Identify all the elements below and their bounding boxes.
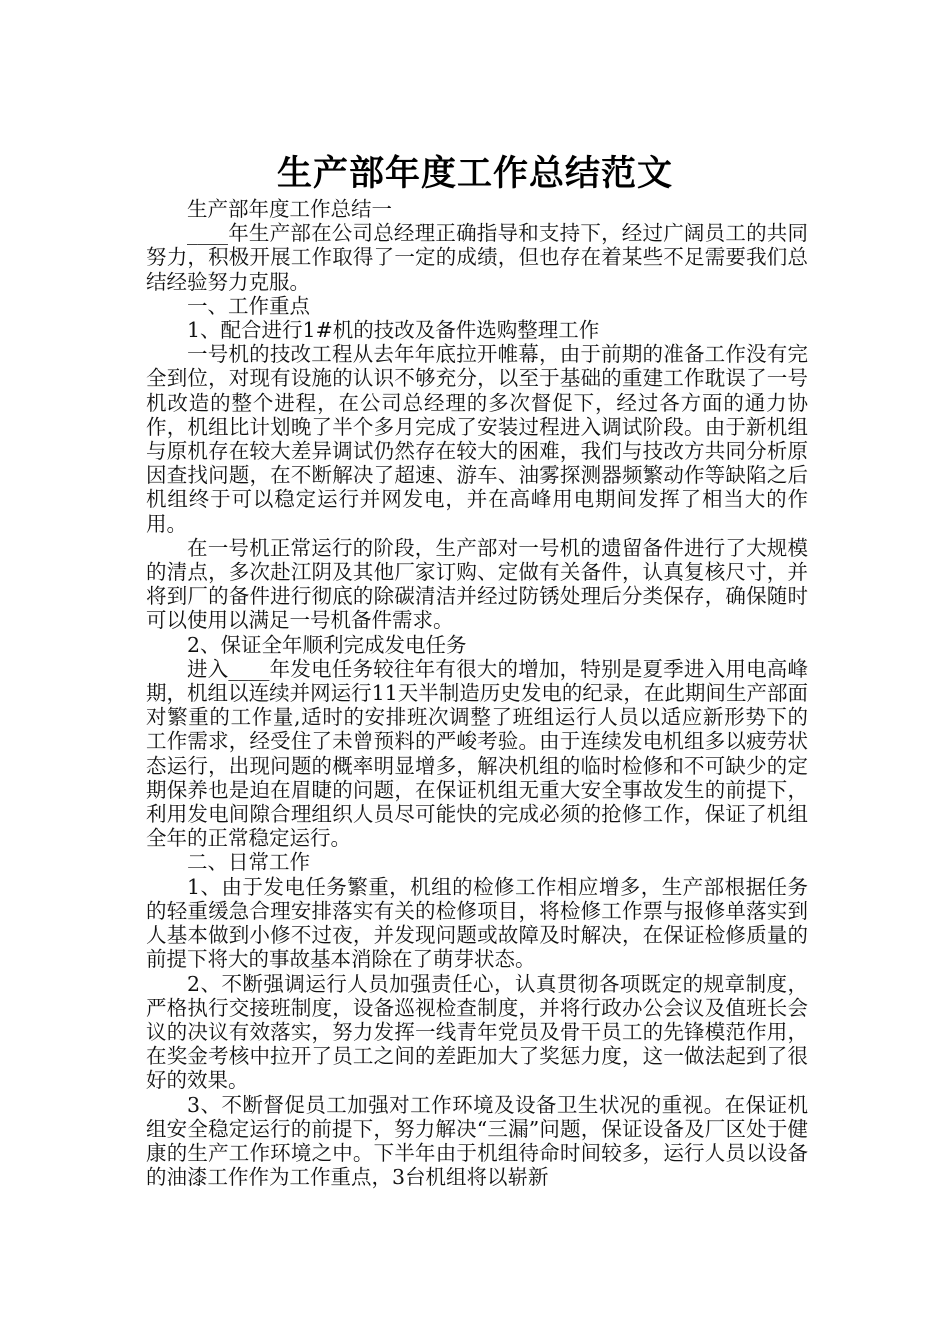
- paragraph-responsibility: 2、不断强调运行人员加强责任心，认真贯彻各项既定的规章制度，严格执行交接班制度，设备巡视检查制度，并将行政办公会议及值班长会议的决议有效落实，努力发挥一线青年党员及骨干员工的先锋模范作用，在奖金考核中拉开了员工之间的差距加大了奖惩力度，这一做法起到了很好的效果。: [146, 971, 808, 1093]
- paragraph-maintenance: 1、由于发电任务繁重，机组的检修工作相应增多，生产部根据任务的轻重缓急合理安排落实有关的检修项目，将检修工作票与报修单落实到人基本做到小修不过夜，并发现问题或故障及时解决，在保证检修质量的前提下将大的事故基本消除在了萌芽状态。: [146, 874, 808, 972]
- document-title: 生产部年度工作总结范文: [276, 154, 673, 195]
- subheading-power-generation: 2、保证全年顺利完成发电任务: [187, 632, 467, 657]
- paragraph-spare-parts: 在一号机正常运行的阶段，生产部对一号机的遗留备件进行了大规模的清点，多次赴江阴及其他厂家订购、定做有关备件，认真复核尺寸，并将到厂的备件进行彻底的除碳清洁并经过防锈处理后分类保存，确保随时可以使用以满足一号机备件需求。: [146, 535, 808, 633]
- document-body: [146, 197, 808, 1189]
- subheading-unit-one-retrofit: 1、配合进行1#机的技改及备件选购整理工作: [187, 318, 600, 343]
- paragraph-power-generation: 进入____年发电任务较往年有很大的增加，特别是夏季进入用电高峰期，机组以连续并网运行11天半制造历史发电的纪录，在此期间生产部面对繁重的工作量,适时的安排班次调整了班组运行人员以适应新形势下的工作需求，经受住了未曾预料的严峻考验。由于连续发电机组多以疲劳状态运行，出现问题的概率明显增多，解决机组的临时检修和不可缺少的定期保养也是迫在眉睫的问题，在保证机组无重大安全事故发生的前提下，利用发电间隙合理组织人员尽可能快的完成必须的抢修工作，保证了机组全年的正常稳定运行。: [146, 656, 808, 851]
- section-heading-daily-work: 二、日常工作: [187, 850, 310, 875]
- section-heading-key-work: 一、工作重点: [187, 293, 310, 318]
- paragraph-intro: ____年生产部在公司总经理正确指导和支持下，经过广阔员工的共同努力，积极开展工作取得了一定的成绩，但也存在着某些不足需要我们总结经验努力克服。: [146, 221, 808, 294]
- paragraph-environment: 3、不断督促员工加强对工作环境及设备卫生状况的重视。在保证机组安全稳定运行的前提下，努力解决“三漏”问题，保证设备及厂区处于健康的生产工作环境之中。下半年由于机组待命时间较多，运行人员以设备的油漆工作作为工作重点，3台机组将以崭新: [146, 1092, 808, 1190]
- paragraph-retrofit-progress: 一号机的技改工程从去年年底拉开帷幕，由于前期的准备工作没有完全到位，对现有设施的认识不够充分，以至于基础的重建工作耽误了一号机改造的整个进程，在公司总经理的多次督促下，经过各方面的通力协作，机组比计划晚了半个多月完成了安装过程进入调试阶段。由于新机组与原机存在较大差异调试仍然存在较大的困难，我们与技改方共同分析原因查找问题，在不断解决了超速、游车、油雾探测器频繁动作等缺陷之后机组终于可以稳定运行并网发电，并在高峰用电期间发挥了相当大的作用。: [146, 342, 808, 536]
- section-heading-summary-one: 生产部年度工作总结一: [187, 197, 392, 221]
